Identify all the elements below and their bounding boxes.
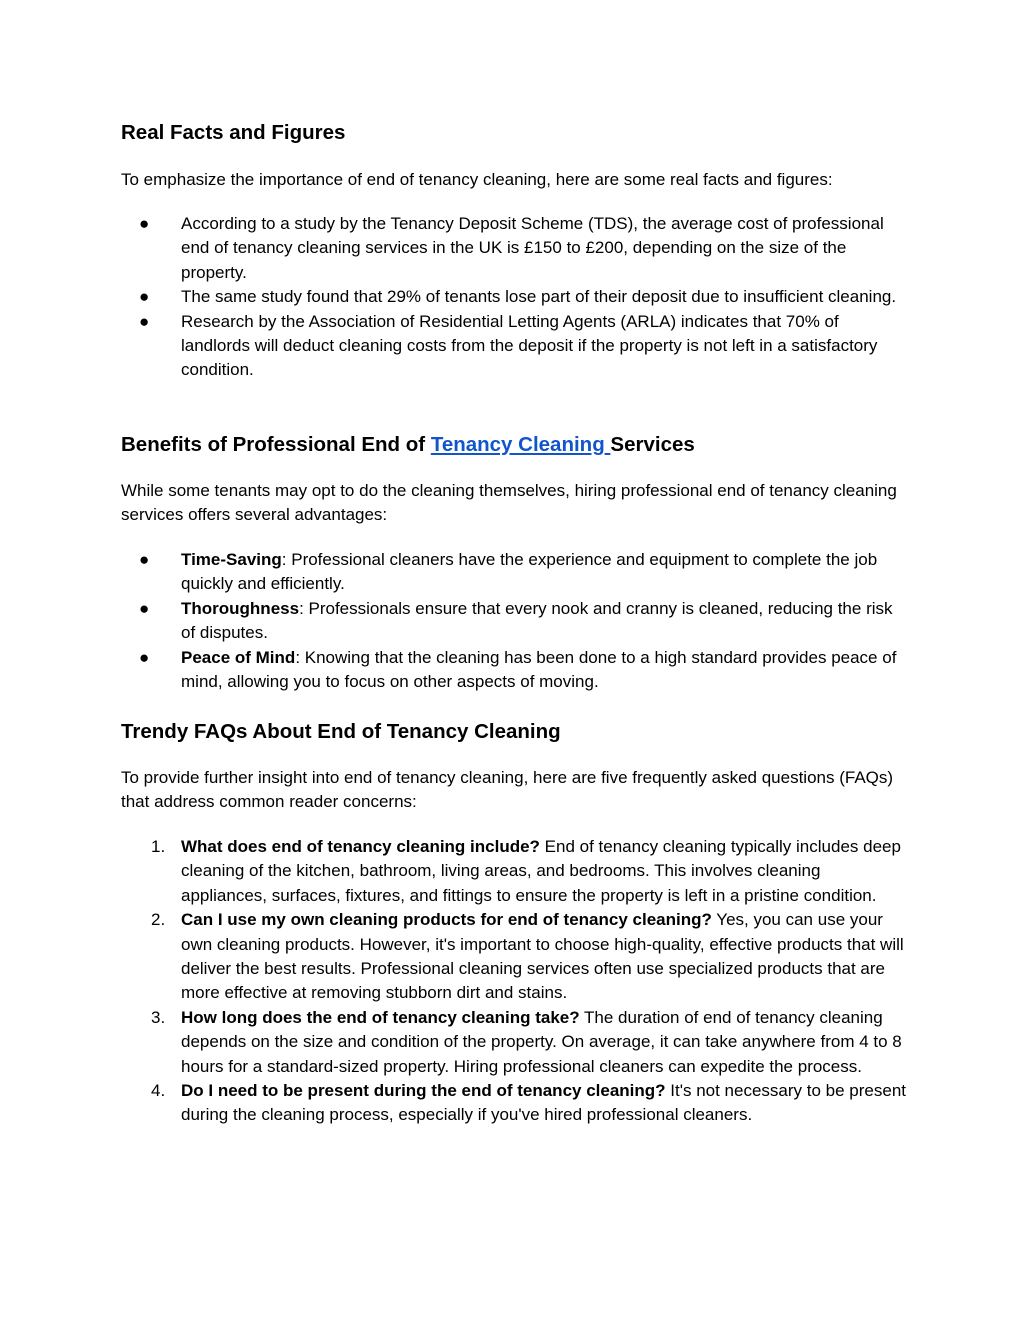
bullet-icon: ●	[139, 550, 150, 569]
list-number: 3.	[151, 1007, 166, 1027]
list-number: 4.	[151, 1081, 166, 1101]
list-item-term: Peace of Mind	[181, 647, 296, 667]
faqs-list	[121, 835, 911, 1128]
bullet-icon: ●	[139, 214, 150, 233]
faq-question: Can I use my own cleaning products for end of tenancy cleaning?	[181, 910, 712, 930]
list-item	[121, 548, 911, 597]
faq-answer: Yes, you can use your own cleaning products. However, it's important to choose high-quality, effective products that will deliver the best results. Professional cleaning services often use specialized products that are more effective at removing stubborn dirt and stains.	[181, 910, 904, 1003]
list-item-text: Research by the Association of Residential Letting Agents (ARLA) indicates that 70% of landlords will deduct cleaning costs from the deposit if the property is not left in a satisfactory condition.	[181, 311, 878, 380]
section-heading-facts: Real Facts and Figures	[121, 121, 346, 144]
list-item	[121, 835, 911, 908]
benefits-intro: While some tenants may opt to do the cleaning themselves, hiring professional end of tenancy cleaning services offers several advantages:	[121, 481, 897, 525]
faq-question: How long does the end of tenancy cleaning take?	[181, 1007, 580, 1027]
list-item	[121, 310, 911, 383]
faq-answer: End of tenancy cleaning typically includes deep cleaning of the kitchen, bathroom, living areas, and bedrooms. This involves cleaning appliances, surfaces, fixtures, and fittings to ensure the property is left in a pristine condition.	[181, 837, 901, 905]
list-item	[121, 908, 911, 1006]
list-item-text: : Knowing that the cleaning has been done to a high standard provides peace of mind, allowing you to focus on other aspects of moving.	[181, 647, 897, 692]
list-item-term: Time-Saving	[181, 550, 282, 569]
list-item-text: : Professionals ensure that every nook and cranny is cleaned, reducing the risk of disputes.	[181, 598, 893, 643]
faq-question: What does end of tenancy cleaning include?	[181, 837, 540, 856]
bullet-icon: ●	[139, 311, 150, 331]
list-item	[121, 1006, 911, 1079]
list-item-text: The same study found that 29% of tenants lose part of their deposit due to insufficient cleaning.	[181, 287, 897, 307]
heading-text: Benefits of Professional End of	[121, 433, 431, 456]
list-number: 2.	[151, 910, 166, 930]
bullet-icon: ●	[139, 647, 150, 667]
list-number: 1.	[151, 837, 166, 856]
heading-text: Services	[610, 433, 695, 456]
benefits-list	[121, 548, 911, 694]
list-item	[121, 597, 911, 646]
list-item-term: Thoroughness	[181, 598, 300, 618]
faq-answer: It's not necessary to be present during the cleaning process, especially if you've hired professional cleaners.	[181, 1081, 906, 1125]
list-item-text: According to a study by the Tenancy Deposit Scheme (TDS), the average cost of professional end of tenancy cleaning services in the UK is £150 to £200, depending on the size of the property.	[181, 214, 884, 282]
faq-answer: The duration of end of tenancy cleaning depends on the size and condition of the property. On average, it can take anywhere from 4 to 8 hours for a standard-sized property. Hiring professional cleaners can expedite the process.	[181, 1007, 902, 1076]
list-item	[121, 1079, 911, 1128]
facts-list	[121, 212, 911, 383]
list-item	[121, 646, 911, 695]
bullet-icon: ●	[139, 287, 150, 307]
list-item	[121, 212, 911, 285]
bullet-icon: ●	[139, 598, 150, 618]
list-item-text: : Professional cleaners have the experience and equipment to complete the job quickly and efficiently.	[181, 550, 878, 594]
tenancy-cleaning-link[interactable]: Tenancy Cleaning	[430, 433, 611, 456]
facts-intro: To emphasize the importance of end of tenancy cleaning, here are some real facts and figures:	[121, 170, 833, 189]
section-heading-benefits	[121, 432, 695, 458]
faq-question: Do I need to be present during the end of tenancy cleaning?	[181, 1081, 666, 1101]
section-heading-faqs: Trendy FAQs About End of Tenancy Cleaning	[121, 720, 561, 743]
list-item	[121, 285, 911, 309]
faqs-intro: To provide further insight into end of tenancy cleaning, here are five frequently asked questions (FAQs) that address common reader concerns:	[121, 768, 894, 812]
